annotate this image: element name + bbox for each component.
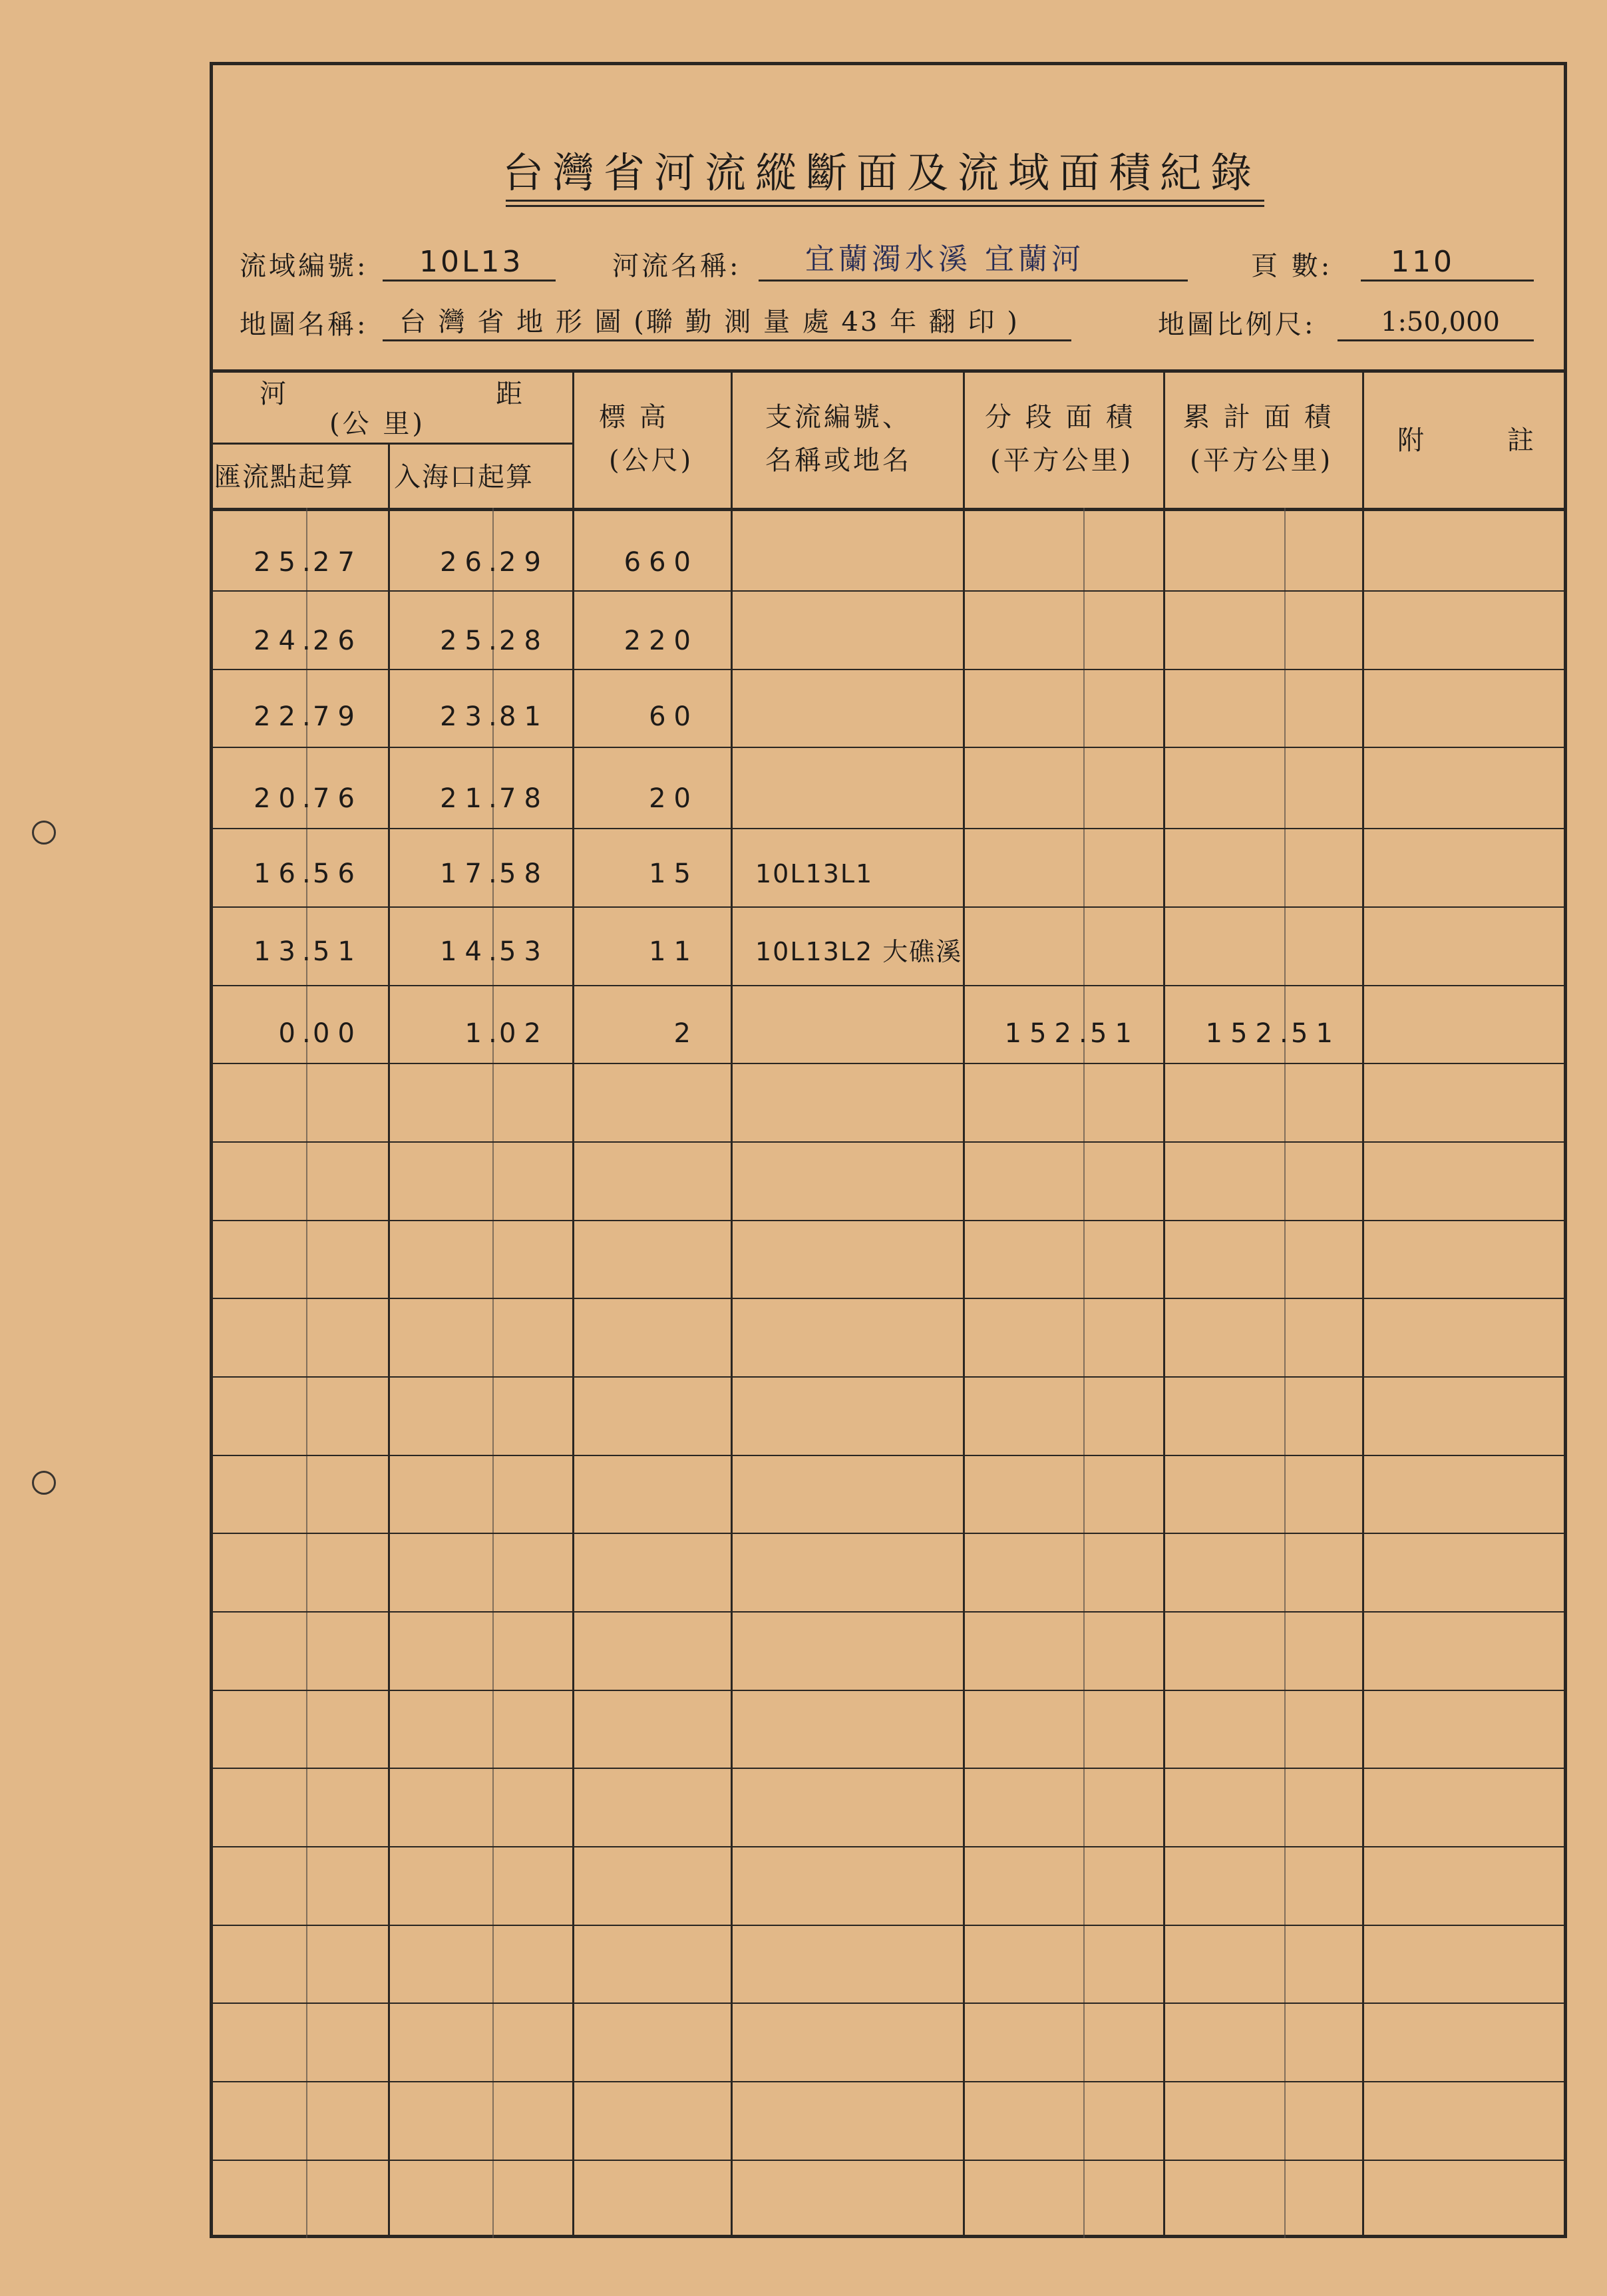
confluence-distance-point: . (302, 547, 311, 578)
mouth-distance-point: . (488, 701, 497, 732)
header-segment-area: 分 段 面 積 (985, 402, 1136, 433)
row-separator (210, 2081, 1567, 2082)
map-name-value: 台 灣 省 地 形 圖 (聯 勤 測 量 處 43 年 翻 印 ) (399, 307, 1019, 337)
header-remarks-1: 附 (1397, 425, 1427, 456)
scale-label: 地圖比例尺: (1158, 309, 1316, 340)
mouth-distance-dec: 28 (499, 626, 549, 656)
confluence-distance-dec: 27 (313, 547, 363, 578)
elevation-value: 220 (624, 626, 699, 656)
row-separator (210, 2003, 1567, 2004)
row-separator (210, 1063, 1567, 1064)
confluence-distance-point: . (302, 1018, 311, 1049)
mouth-distance-int: 17 (440, 859, 490, 889)
confluence-distance-dec: 76 (313, 783, 363, 814)
mouth-distance-point: . (488, 859, 497, 889)
row-separator (210, 1298, 1567, 1299)
row-separator (210, 1533, 1567, 1534)
confluence-distance-point: . (302, 859, 311, 889)
confluence-distance-int: 13 (254, 936, 303, 967)
cumulative-area-point: . (1280, 1018, 1288, 1049)
col-divider-tributary (731, 369, 733, 2238)
confluence-distance-point: . (302, 626, 311, 656)
cumulative-area-dec: 51 (1291, 1018, 1341, 1049)
header-tributary-2: 名稱或地名 (765, 445, 912, 476)
header-distance-right: 距 (496, 379, 525, 409)
elevation-value: 15 (649, 859, 699, 889)
header-distance-unit: (公 里) (329, 409, 425, 439)
segment-area-int: 152 (1004, 1018, 1079, 1049)
decimal-guide-confluence (306, 508, 307, 2238)
elevation-value: 2 (673, 1018, 699, 1049)
basin-no-value: 10L13 (419, 245, 524, 279)
row-separator (210, 906, 1567, 908)
confluence-distance-point: . (302, 936, 311, 967)
col-divider-cumulative (1163, 369, 1165, 2238)
confluence-distance-dec: 26 (313, 626, 363, 656)
row-separator (210, 2160, 1567, 2161)
map-name-underline (383, 339, 1071, 341)
header-from-confluence: 匯流點起算 (214, 462, 354, 492)
tributary-value: 10L13L2 大礁溪 (755, 937, 963, 966)
mouth-distance-int: 21 (440, 783, 490, 814)
confluence-distance-int: 22 (254, 701, 303, 732)
mouth-distance-point: . (488, 547, 497, 578)
mouth-distance-point: . (488, 1018, 497, 1049)
confluence-distance-int: 25 (254, 547, 303, 578)
row-separator (210, 1925, 1567, 1926)
row-separator (210, 747, 1567, 748)
mouth-distance-point: . (488, 936, 497, 967)
row-separator (210, 1690, 1567, 1691)
segment-area-point: . (1079, 1018, 1087, 1049)
col-divider-elevation (572, 369, 574, 2238)
confluence-distance-int: 16 (254, 859, 303, 889)
punch-hole-lower (32, 1471, 56, 1495)
mouth-distance-dec: 58 (499, 859, 549, 889)
distance-subheader-line (210, 443, 572, 445)
scale-underline (1338, 339, 1534, 341)
decimal-guide-cumulative (1284, 508, 1286, 2238)
page-no-underline (1361, 280, 1534, 282)
segment-area-dec: 51 (1090, 1018, 1140, 1049)
row-separator (210, 1846, 1567, 1847)
scale-value: 1:50,000 (1381, 307, 1500, 337)
header-tributary-1: 支流編號、 (765, 402, 912, 433)
header-elevation-unit: (公尺) (609, 445, 694, 476)
confluence-distance-int: 0 (278, 1018, 303, 1049)
river-name-value: 宜蘭濁水溪 宜蘭河 (805, 242, 1085, 276)
header-cumulative-area-unit: (平方公里) (1190, 445, 1334, 476)
page-no-value: 110 (1391, 245, 1455, 279)
mouth-distance-dec: 78 (499, 783, 549, 814)
mouth-distance-int: 1 (464, 1018, 490, 1049)
header-from-mouth: 入海口起算 (394, 462, 534, 492)
decimal-guide-mouth (492, 508, 494, 2238)
col-divider-mouth (388, 443, 390, 2238)
confluence-distance-dec: 56 (313, 859, 363, 889)
title-underline (506, 200, 1264, 202)
confluence-distance-int: 24 (254, 626, 303, 656)
decimal-guide-segment (1083, 508, 1085, 2238)
confluence-distance-dec: 79 (313, 701, 363, 732)
mouth-distance-dec: 29 (499, 547, 549, 578)
mouth-distance-int: 25 (440, 626, 490, 656)
header-remarks-2: 註 (1507, 425, 1536, 456)
row-separator (210, 590, 1567, 592)
mouth-distance-point: . (488, 626, 497, 656)
river-name-underline (759, 280, 1188, 282)
basin-no-label: 流域編號: (240, 251, 369, 282)
elevation-value: 660 (624, 547, 699, 578)
mouth-distance-int: 26 (440, 547, 490, 578)
row-separator (210, 1768, 1567, 1769)
page-label: 頁 數: (1251, 251, 1333, 282)
header-distance-left: 河 (260, 379, 289, 409)
elevation-value: 11 (649, 936, 699, 967)
header-cumulative-area: 累 計 面 積 (1183, 402, 1334, 433)
confluence-distance-dec: 51 (313, 936, 363, 967)
row-separator (210, 669, 1567, 670)
mouth-distance-dec: 81 (499, 701, 549, 732)
row-separator (210, 1220, 1567, 1221)
row-separator (210, 828, 1567, 829)
col-divider-remarks (1362, 369, 1364, 2238)
row-separator (210, 985, 1567, 986)
confluence-distance-point: . (302, 783, 311, 814)
mouth-distance-dec: 53 (499, 936, 549, 967)
confluence-distance-point: . (302, 701, 311, 732)
row-separator (210, 1455, 1567, 1456)
river-name-label: 河流名稱: (612, 251, 741, 282)
punch-hole-upper (32, 821, 56, 845)
mouth-distance-int: 14 (440, 936, 490, 967)
tributary-value: 10L13L1 (755, 859, 874, 888)
row-separator (210, 1141, 1567, 1143)
header-segment-area-unit: (平方公里) (990, 445, 1134, 476)
confluence-distance-int: 20 (254, 783, 303, 814)
row-separator (210, 1376, 1567, 1378)
basin-no-underline (383, 280, 556, 282)
cumulative-area-int: 152 (1205, 1018, 1280, 1049)
header-elevation: 標 高 (599, 402, 669, 433)
map-name-label: 地圖名稱: (240, 309, 369, 340)
confluence-distance-dec: 00 (313, 1018, 363, 1049)
title-underline-double (506, 205, 1264, 207)
mouth-distance-dec: 02 (499, 1018, 549, 1049)
mouth-distance-point: . (488, 783, 497, 814)
elevation-value: 20 (649, 783, 699, 814)
elevation-value: 60 (649, 701, 699, 732)
page-title: 台灣省河流縱斷面及流域面積紀錄 (502, 148, 1261, 197)
row-separator (210, 1611, 1567, 1613)
mouth-distance-int: 23 (440, 701, 490, 732)
col-divider-segment (963, 369, 965, 2238)
